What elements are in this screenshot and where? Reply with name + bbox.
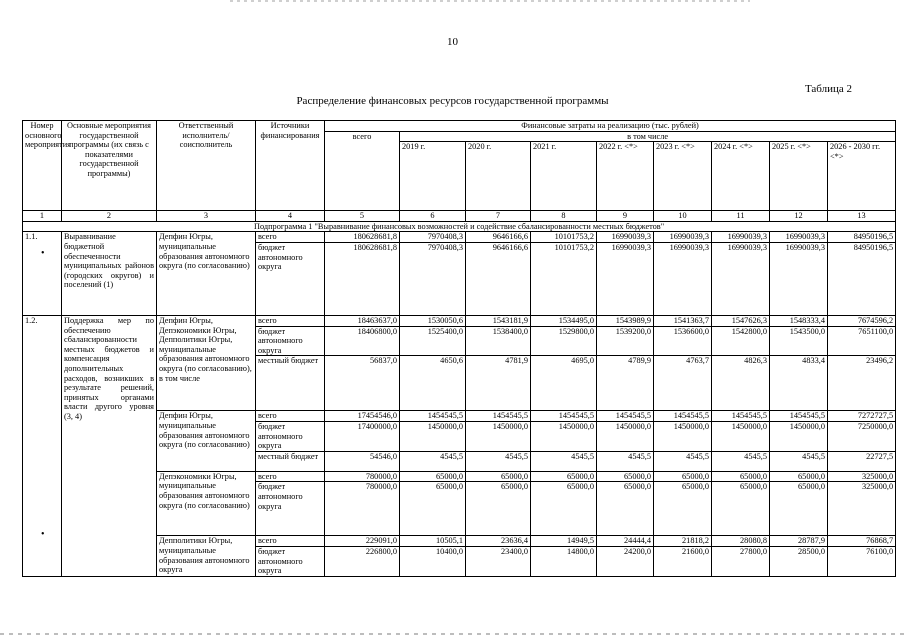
value-cell: 16990039,3 xyxy=(712,242,770,315)
column-number: 13 xyxy=(828,211,896,222)
executor: Депфин Югры, Депэкономики Югры, Депполитики Югры, муниципальные образования автономного округа (по согласованию), в том числе xyxy=(157,315,256,410)
value-cell: 18406800,0 xyxy=(325,326,400,356)
value-cell: 1543500,0 xyxy=(770,326,828,356)
source: местный бюджет xyxy=(256,451,325,471)
value-cell: 1543989,9 xyxy=(597,315,654,326)
value-cell: 21600,0 xyxy=(654,546,712,576)
header-total: всего xyxy=(325,131,400,211)
value-cell: 4545,5 xyxy=(597,451,654,471)
source: бюджет автономного округа xyxy=(256,242,325,315)
value-cell: 1525400,0 xyxy=(400,326,466,356)
header-main-activities: Основные мероприятия государственной программы (их связь с показателями государственной программы) xyxy=(62,121,157,211)
value-cell: 1543181,9 xyxy=(466,315,531,326)
value-cell: 180628681,8 xyxy=(325,232,400,243)
value-cell: 4545,5 xyxy=(400,451,466,471)
value-cell: 10101753,2 xyxy=(531,242,597,315)
header-year: 2019 г. xyxy=(400,142,466,211)
value-cell: 22727,5 xyxy=(828,451,896,471)
value-cell: 1538400,0 xyxy=(466,326,531,356)
value-cell: 1542800,0 xyxy=(712,326,770,356)
value-cell: 23496,2 xyxy=(828,356,896,411)
value-cell: 84950196,5 xyxy=(828,242,896,315)
value-cell: 23400,0 xyxy=(466,546,531,576)
page-number: 10 xyxy=(447,36,458,48)
value-cell: 7970408,3 xyxy=(400,242,466,315)
value-cell: 7272727,5 xyxy=(828,411,896,422)
value-cell: 229091,0 xyxy=(325,536,400,547)
value-cell: 65000,0 xyxy=(597,482,654,536)
value-cell: 65000,0 xyxy=(712,482,770,536)
value-cell: 14800,0 xyxy=(531,546,597,576)
value-cell: 1454545,5 xyxy=(531,411,597,422)
value-cell: 16990039,3 xyxy=(654,242,712,315)
activity-name: Поддержка мер по обеспечению сбалансированности местных бюджетов и компенсация дополнительных расходов, возникших в результате решений, принятых органами власти другого уровня (3, 4) xyxy=(62,315,157,576)
subprogram-title: Подпрограмма 1 "Выравнивание финансовых возможностей и содействие сбалансированности местных бюджетов" xyxy=(23,221,896,232)
value-cell: 4545,5 xyxy=(770,451,828,471)
value-cell: 17454546,0 xyxy=(325,411,400,422)
value-cell: 65000,0 xyxy=(654,482,712,536)
value-cell: 4789,9 xyxy=(597,356,654,411)
source: бюджет автономного округа xyxy=(256,421,325,451)
value-cell: 65000,0 xyxy=(531,482,597,536)
value-cell: 21818,2 xyxy=(654,536,712,547)
column-number: 7 xyxy=(466,211,531,222)
value-cell: 65000,0 xyxy=(770,471,828,482)
column-number: 5 xyxy=(325,211,400,222)
value-cell: 28080,8 xyxy=(712,536,770,547)
column-number: 8 xyxy=(531,211,597,222)
value-cell: 4545,5 xyxy=(654,451,712,471)
value-cell: 1450000,0 xyxy=(466,421,531,451)
value-cell: 325000,0 xyxy=(828,471,896,482)
value-cell: 65000,0 xyxy=(597,471,654,482)
column-number: 10 xyxy=(654,211,712,222)
column-number: 1 xyxy=(23,211,62,222)
value-cell: 1548333,4 xyxy=(770,315,828,326)
value-cell: 7970408,3 xyxy=(400,232,466,243)
value-cell: 76868,7 xyxy=(828,536,896,547)
source: бюджет автономного округа xyxy=(256,482,325,536)
value-cell: 1450000,0 xyxy=(770,421,828,451)
value-cell: 28500,0 xyxy=(770,546,828,576)
value-cell: 180628681,8 xyxy=(325,242,400,315)
value-cell: 24444,4 xyxy=(597,536,654,547)
value-cell: 65000,0 xyxy=(400,471,466,482)
value-cell: 9646166,6 xyxy=(466,242,531,315)
value-cell: 76100,0 xyxy=(828,546,896,576)
value-cell: 4695,0 xyxy=(531,356,597,411)
value-cell: 780000,0 xyxy=(325,482,400,536)
value-cell: 1454545,5 xyxy=(770,411,828,422)
value-cell: 14949,5 xyxy=(531,536,597,547)
value-cell: 1450000,0 xyxy=(597,421,654,451)
value-cell: 27800,0 xyxy=(712,546,770,576)
header-fin-group: Финансовые затраты на реализацию (тыс. рублей) xyxy=(325,121,896,132)
value-cell: 65000,0 xyxy=(531,471,597,482)
financial-resources-table xyxy=(22,120,896,577)
value-cell: 4545,5 xyxy=(531,451,597,471)
column-number: 3 xyxy=(157,211,256,222)
value-cell: 4545,5 xyxy=(466,451,531,471)
value-cell: 7250000,0 xyxy=(828,421,896,451)
source: бюджет автономного округа xyxy=(256,326,325,356)
value-cell: 16990039,3 xyxy=(597,232,654,243)
value-cell: 4781,9 xyxy=(466,356,531,411)
value-cell: 1454545,5 xyxy=(466,411,531,422)
executor: Депэкономики Югры, муниципальные образования автономного округа (по согласованию) xyxy=(157,471,256,536)
value-cell: 1534495,0 xyxy=(531,315,597,326)
column-number: 6 xyxy=(400,211,466,222)
value-cell: 16990039,3 xyxy=(712,232,770,243)
value-cell: 65000,0 xyxy=(654,471,712,482)
value-cell: 9646166,6 xyxy=(466,232,531,243)
source: бюджет автономного округа xyxy=(256,546,325,576)
column-number: 12 xyxy=(770,211,828,222)
value-cell: 10101753,2 xyxy=(531,232,597,243)
source: местный бюджет xyxy=(256,356,325,411)
document-title: Распределение финансовых ресурсов государственной программы xyxy=(296,95,609,107)
value-cell: 56837,0 xyxy=(325,356,400,411)
header-year: 2021 г. xyxy=(531,142,597,211)
value-cell: 226800,0 xyxy=(325,546,400,576)
value-cell: 65000,0 xyxy=(466,482,531,536)
value-cell: 1529800,0 xyxy=(531,326,597,356)
table-label: Таблица 2 xyxy=(804,83,852,95)
value-cell: 10505,1 xyxy=(400,536,466,547)
header-source: Источники финансирования xyxy=(256,121,325,211)
value-cell: 16990039,3 xyxy=(597,242,654,315)
source: всего xyxy=(256,471,325,482)
value-cell: 1450000,0 xyxy=(531,421,597,451)
value-cell: 65000,0 xyxy=(400,482,466,536)
column-number: 9 xyxy=(597,211,654,222)
value-cell: 7674596,2 xyxy=(828,315,896,326)
value-cell: 4650,6 xyxy=(400,356,466,411)
source: всего xyxy=(256,232,325,243)
value-cell: 28787,9 xyxy=(770,536,828,547)
source: всего xyxy=(256,315,325,326)
header-year: 2024 г. <*> xyxy=(712,142,770,211)
activity-name: Выравнивание бюджетной обеспеченности муниципальных районов (городских округов) и поселений (1) xyxy=(62,232,157,316)
value-cell: 23636,4 xyxy=(466,536,531,547)
value-cell: 1454545,5 xyxy=(400,411,466,422)
value-cell: 780000,0 xyxy=(325,471,400,482)
value-cell: 17400000,0 xyxy=(325,421,400,451)
activity-num: 1.1. xyxy=(23,232,62,316)
column-number: 2 xyxy=(62,211,157,222)
header-incl: в том числе xyxy=(400,131,896,142)
value-cell: 24200,0 xyxy=(597,546,654,576)
scan-artifact-bottom xyxy=(0,633,905,635)
value-cell: 65000,0 xyxy=(770,482,828,536)
executor: Депфин Югры, муниципальные образования автономного округа (по согласованию) xyxy=(157,232,256,316)
value-cell: 1450000,0 xyxy=(654,421,712,451)
value-cell: 65000,0 xyxy=(466,471,531,482)
scan-artifact-top xyxy=(230,0,750,2)
value-cell: 65000,0 xyxy=(712,471,770,482)
scan-dot: • xyxy=(41,248,45,259)
value-cell: 1541363,7 xyxy=(654,315,712,326)
value-cell: 10400,0 xyxy=(400,546,466,576)
value-cell: 16990039,3 xyxy=(654,232,712,243)
value-cell: 1450000,0 xyxy=(712,421,770,451)
value-cell: 16990039,3 xyxy=(770,242,828,315)
header-year: 2022 г. <*> xyxy=(597,142,654,211)
header-year: 2026 - 2030 гг. <*> xyxy=(828,142,896,211)
source: всего xyxy=(256,411,325,422)
value-cell: 1547626,3 xyxy=(712,315,770,326)
source: всего xyxy=(256,536,325,547)
value-cell: 1450000,0 xyxy=(400,421,466,451)
header-year: 2023 г. <*> xyxy=(654,142,712,211)
value-cell: 54546,0 xyxy=(325,451,400,471)
value-cell: 4833,4 xyxy=(770,356,828,411)
value-cell: 4545,5 xyxy=(712,451,770,471)
value-cell: 325000,0 xyxy=(828,482,896,536)
value-cell: 1454545,5 xyxy=(597,411,654,422)
value-cell: 84950196,5 xyxy=(828,232,896,243)
header-executor: Ответственный исполнитель/соисполнитель xyxy=(157,121,256,211)
value-cell: 1454545,5 xyxy=(712,411,770,422)
value-cell: 1536600,0 xyxy=(654,326,712,356)
value-cell: 18463637,0 xyxy=(325,315,400,326)
value-cell: 1530050,6 xyxy=(400,315,466,326)
scan-dot: • xyxy=(41,529,45,540)
header-year: 2020 г. xyxy=(466,142,531,211)
header-num: Номер основного мероприятия xyxy=(23,121,62,211)
column-number: 11 xyxy=(712,211,770,222)
header-year: 2025 г. <*> xyxy=(770,142,828,211)
column-number: 4 xyxy=(256,211,325,222)
executor: Депполитики Югры, муниципальные образования автономного округа xyxy=(157,536,256,576)
value-cell: 7651100,0 xyxy=(828,326,896,356)
value-cell: 16990039,3 xyxy=(770,232,828,243)
value-cell: 4763,7 xyxy=(654,356,712,411)
executor: Депфин Югры, муниципальные образования автономного округа (по согласованию) xyxy=(157,411,256,471)
value-cell: 1539200,0 xyxy=(597,326,654,356)
value-cell: 4826,3 xyxy=(712,356,770,411)
activity-num: 1.2. xyxy=(23,315,62,576)
value-cell: 1454545,5 xyxy=(654,411,712,422)
